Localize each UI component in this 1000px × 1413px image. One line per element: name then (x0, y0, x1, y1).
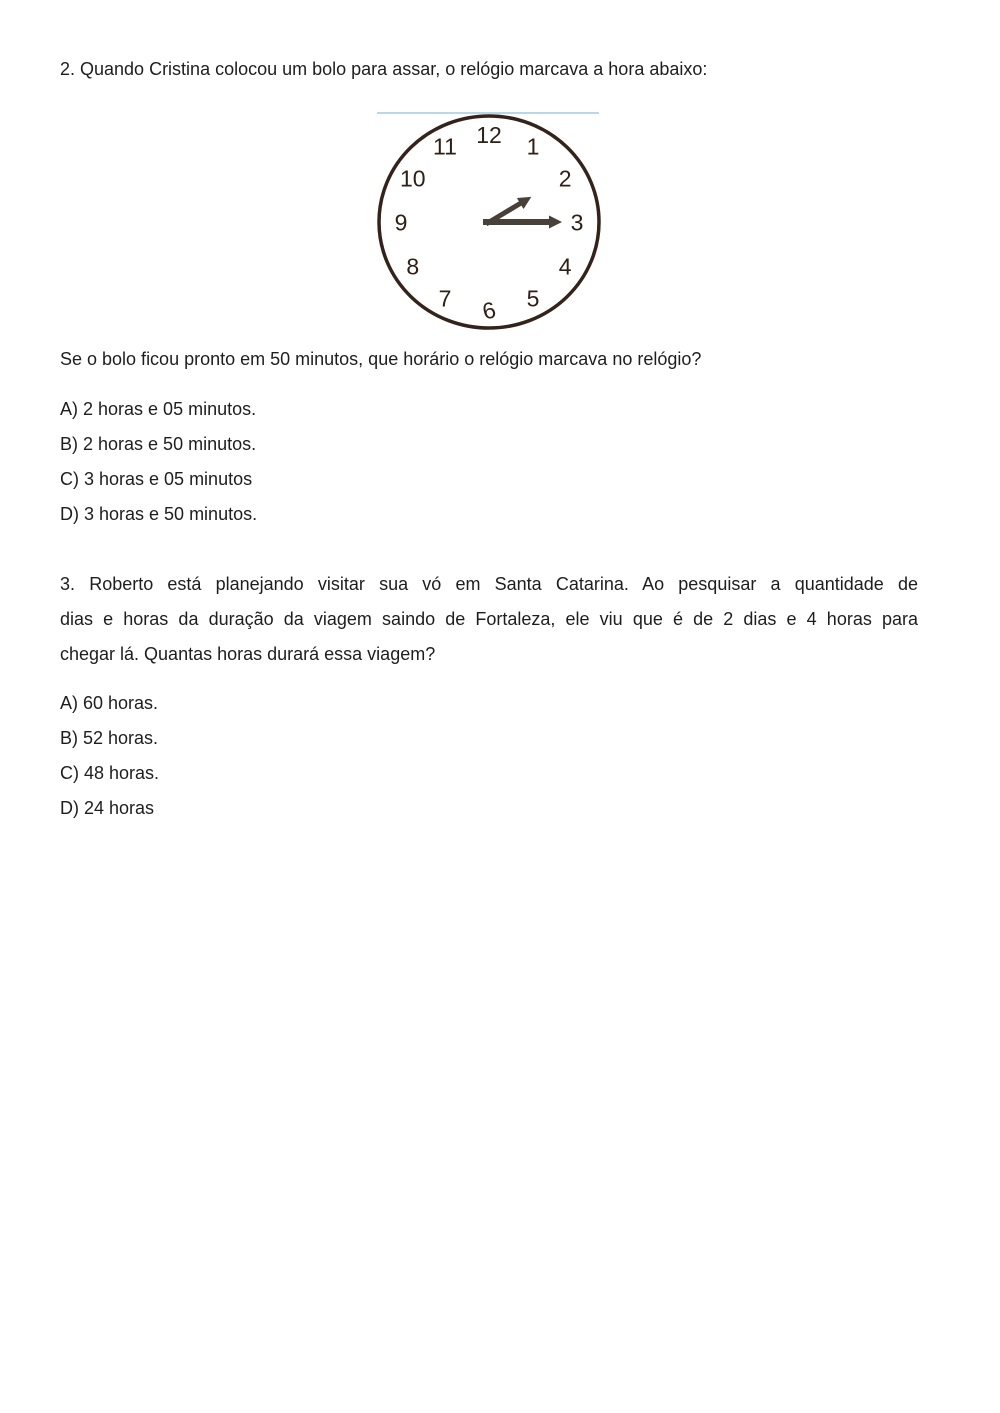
clock-number-4: 4 (558, 253, 572, 280)
question3-option-a: A) 60 horas. (60, 693, 159, 713)
clock-number-2: 2 (558, 165, 572, 192)
question2-option-c: C) 3 horas e 05 minutos (60, 469, 253, 489)
image-top-border-line (377, 112, 599, 114)
question3-option-d: D) 24 horas (60, 798, 155, 818)
question2-option-b: B) 2 horas e 50 minutos. (60, 434, 257, 454)
question3-statement-line-3: chegar lá. Quantas horas durará essa viagem? (60, 644, 436, 664)
question2-statement: 2. Quando Cristina colocou um bolo para assar, o relógio marcava a hora abaixo: (60, 59, 708, 79)
question3-statement-line-2: dias e horas da duração da viagem saindo de Fortaleza, ele viu que é de 2 dias e 4 horas para (60, 609, 918, 629)
question2-option-a: A) 2 horas e 05 minutos. (60, 399, 257, 419)
question3-options (60, 686, 159, 826)
clock-number-6: 6 (479, 296, 499, 325)
question3-statement (60, 567, 918, 672)
question3-option-b: B) 52 horas. (60, 728, 159, 748)
question2-option-d: D) 3 horas e 50 minutos. (60, 504, 258, 524)
clock-number-11: 11 (433, 133, 457, 160)
clock-face-graphic (375, 108, 603, 336)
clock-image (375, 108, 603, 336)
clock-number-5: 5 (526, 285, 540, 312)
question3-statement-line-1: 3. Roberto está planejando visitar sua vó em Santa Catarina. Ao pesquisar a quantidade de (60, 574, 918, 594)
clock-number-3: 3 (570, 209, 584, 236)
question3-option-c: C) 48 horas. (60, 763, 160, 783)
question2-followup: Se o bolo ficou pronto em 50 minutos, que horário o relógio marcava no relógio? (60, 349, 702, 369)
clock-number-1: 1 (526, 133, 540, 160)
clock-number-8: 8 (406, 253, 420, 280)
clock-number-12: 12 (476, 122, 502, 148)
question2-options (60, 392, 257, 532)
clock-number-7: 7 (438, 285, 452, 312)
clock-number-10: 10 (400, 165, 426, 192)
clock-number-9: 9 (394, 209, 408, 236)
